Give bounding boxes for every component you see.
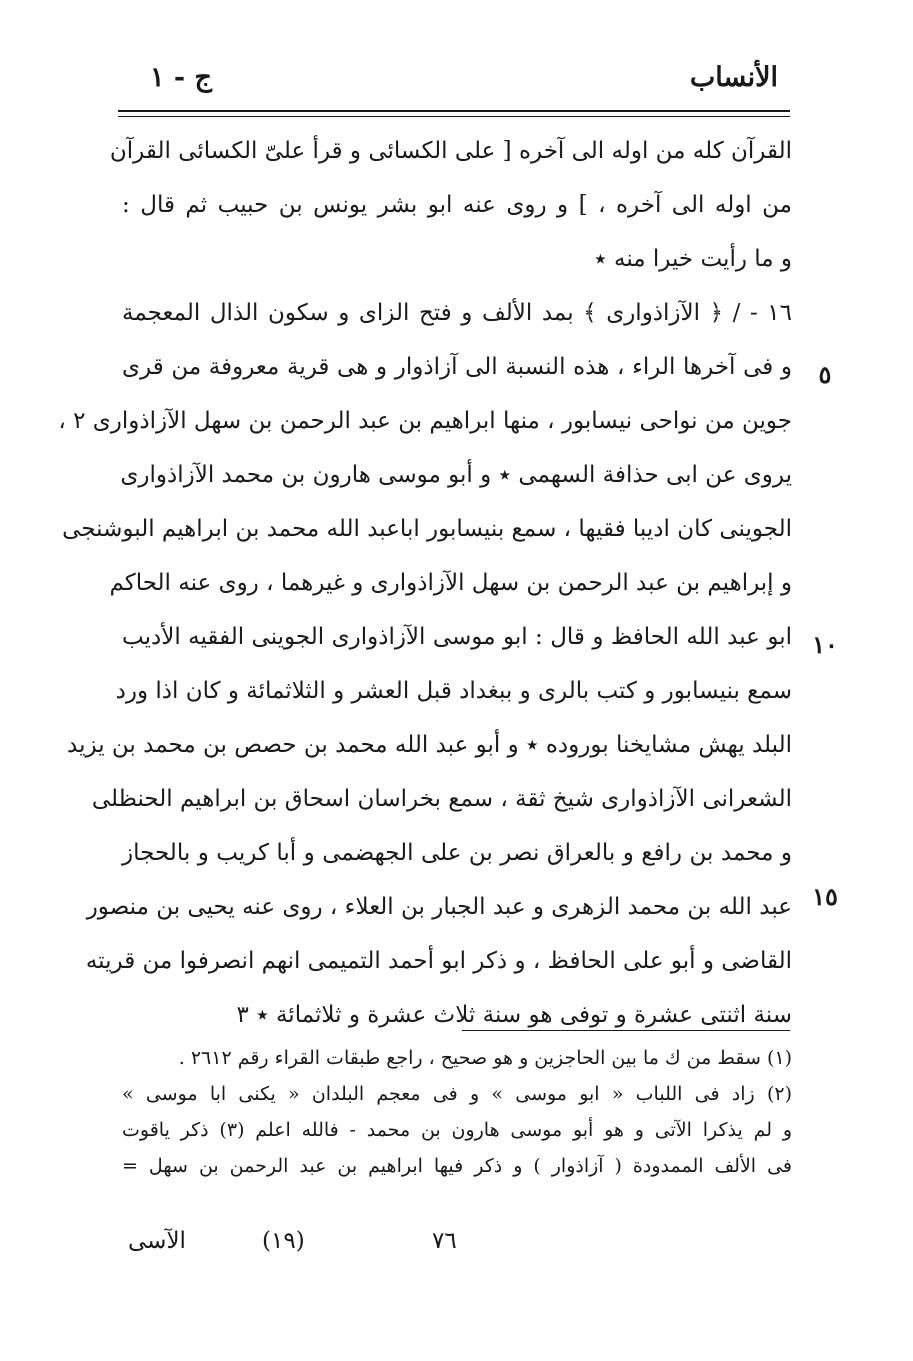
text-line: يروى عن ابى حذافة السهمى ٭ و أبو موسى هارون بن محمد الآزاذوارى bbox=[120, 462, 792, 488]
header-rule-thin bbox=[118, 116, 790, 117]
footnote-rule bbox=[462, 1030, 790, 1031]
footnote-line: و لم يذكرا الآتى و هو أبو موسى هارون بن محمد - فالله اعلم (٣) ذكر ياقوت bbox=[122, 1119, 793, 1141]
footnote-line: فى الألف الممدودة ( آزاذوار ) و ذكر فيها ابراهيم بن عبد الرحمن بن سهل = bbox=[122, 1155, 792, 1177]
text-line: و فى آخرها الراء ، هذه النسبة الى آزاذوار و هى قرية معروفة من قرى bbox=[122, 354, 792, 380]
margin-line-number: ١٥ bbox=[812, 882, 838, 911]
page-number: ٧٦ bbox=[432, 1228, 457, 1254]
text-line: البلد يهش مشايخنا بوروده ٭ و أبو عبد الله محمد بن حصص بن محمد بن يزيد bbox=[67, 732, 792, 758]
text-line: ١٦ - / ﴿ الآزاذوارى ﴾ بمد الألف و فتح الزاى و سكون الذال المعجمة bbox=[122, 300, 792, 326]
signature-mark: (١٩) bbox=[262, 1228, 305, 1254]
text-line: سنة اثنتى عشرة و توفى هو سنة ثلاث عشرة و ثلاثمائة ٭ ٣ bbox=[236, 1002, 792, 1028]
text-line: القاضى و أبو على الحافظ ، و ذكر ابو أحمد التميمى انهم انصرفوا من قريته bbox=[85, 948, 792, 974]
footnote-line: (١) سقط من ك ما بين الحاجزين و هو صحيح ، راجع طبقات القراء رقم ٢٦١٢ . bbox=[178, 1047, 792, 1069]
main-text bbox=[58, 124, 792, 1042]
footnotes bbox=[122, 1040, 792, 1184]
running-title: الأنساب bbox=[689, 62, 778, 93]
text-line: الجوينى كان اديبا فقيها ، سمع بنيسابور اباعبد الله محمد بن ابراهيم البوشنجى bbox=[62, 516, 792, 542]
text-line: الشعرانى الآزاذوارى شيخ ثقة ، سمع بخراسان اسحاق بن ابراهيم الحنظلى bbox=[91, 786, 792, 812]
footnote-line: (٢) زاد فى اللباب « ابو موسى » و فى معجم البلدان « يكنى ابا موسى » bbox=[122, 1083, 792, 1105]
text-line: جوين من نواحى نيسابور ، منها ابراهيم بن عبد الرحمن بن سهل الآزاذوارى ٢ ، bbox=[58, 408, 792, 434]
header-rule bbox=[118, 110, 790, 112]
text-line: سمع بنيسابور و كتب بالرى و ببغداد قبل العشر و الثلاثمائة و كان اذا ورد bbox=[115, 678, 792, 704]
text-line: عبد الله بن محمد الزهرى و عبد الجبار بن العلاء ، روى عنه يحيى بن منصور bbox=[86, 894, 792, 920]
margin-line-number: ٥ bbox=[818, 360, 832, 389]
text-line: و محمد بن رافع و بالعراق نصر بن على الجهضمى و أبا كريب و بالحجاز bbox=[122, 840, 792, 866]
margin-line-number: ١٠ bbox=[812, 630, 838, 659]
text-line: القرآن كله من اوله الى آخره [ على الكسائى و قرأ علىّ الكسائى القرآن bbox=[109, 138, 792, 164]
text-line: و إبراهيم بن عبد الرحمن بن سهل الآزاذوارى و غيرهما ، روى عنه الحاكم bbox=[109, 570, 792, 596]
text-line: ابو عبد الله الحافظ و قال : ابو موسى الآزاذوارى الجوينى الفقيه الأديب bbox=[122, 624, 792, 650]
catchword: الآسى bbox=[128, 1228, 186, 1254]
text-line: من اوله الى آخره ، ] و روى عنه ابو بشر يونس بن حبيب ثم قال : bbox=[122, 192, 792, 218]
text-line: و ما رأيت خيرا منه ٭ bbox=[594, 246, 792, 272]
volume-label: ج - ١ bbox=[150, 62, 212, 93]
